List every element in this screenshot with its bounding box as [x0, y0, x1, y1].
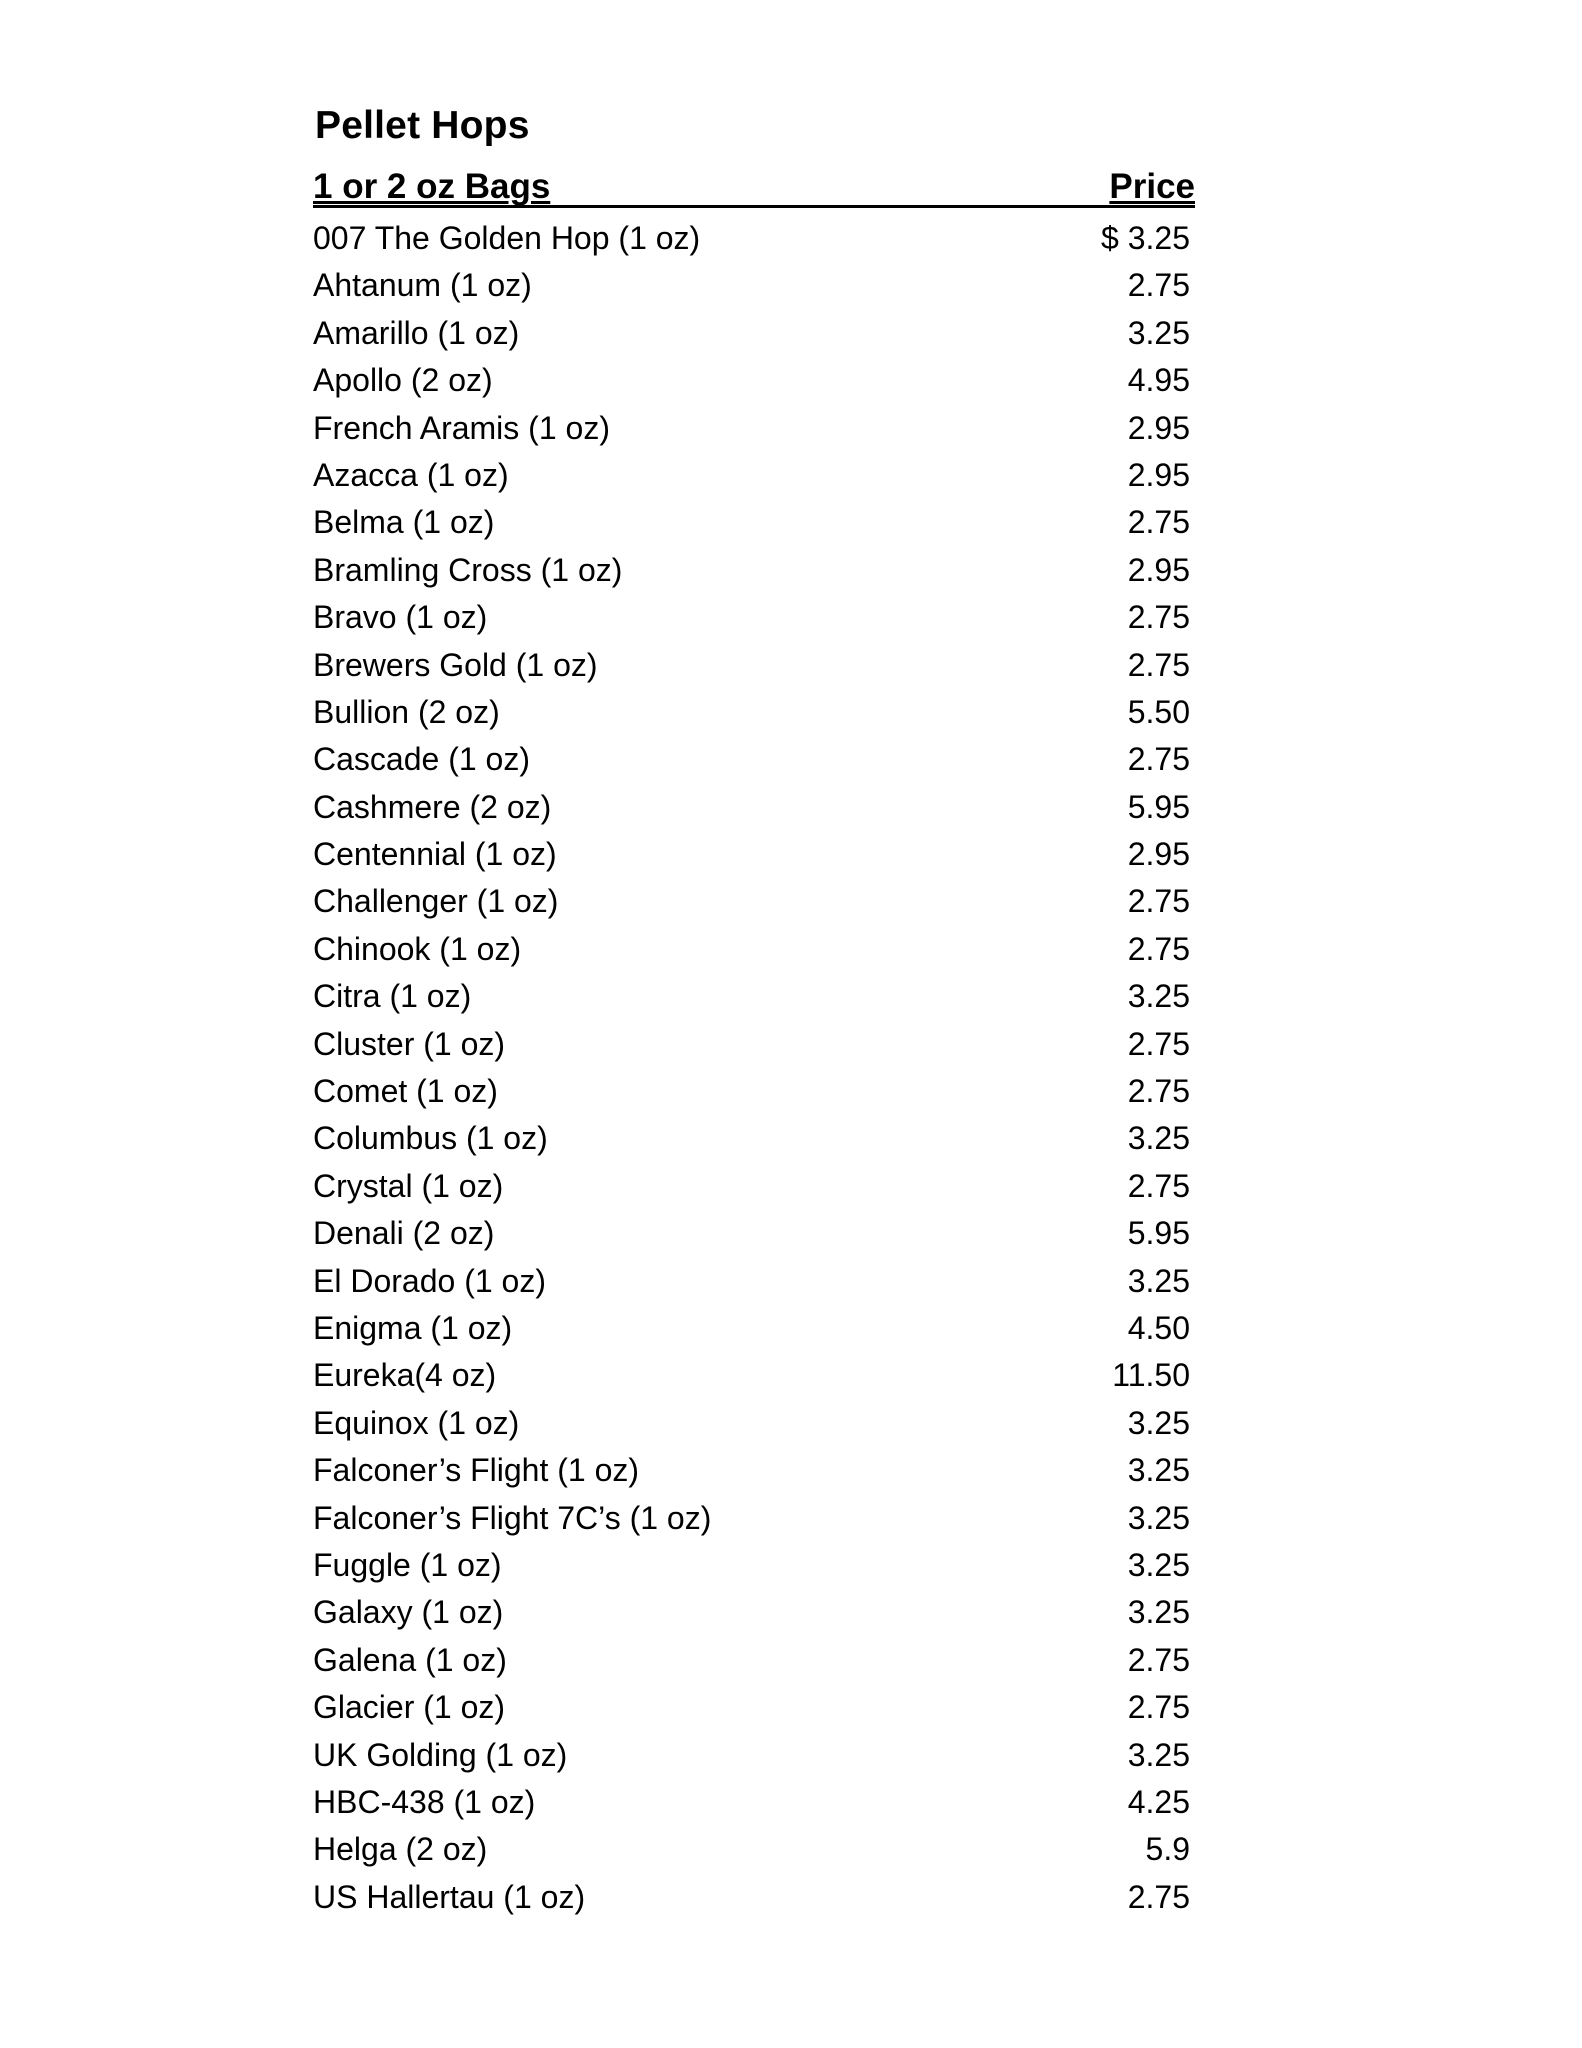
hop-price: 2.75 — [1127, 883, 1190, 920]
table-row — [313, 784, 1195, 831]
table-row — [313, 1495, 1195, 1542]
hop-price: 2.75 — [1127, 1073, 1190, 1110]
table-row — [313, 1115, 1195, 1162]
hop-price: 3.25 — [1127, 1594, 1190, 1631]
hop-price: 2.75 — [1127, 1641, 1190, 1678]
table-row — [313, 831, 1195, 878]
hop-name: Belma (1 oz) — [313, 504, 495, 541]
hop-name: Amarillo (1 oz) — [313, 314, 520, 351]
hop-price: 2.75 — [1127, 1878, 1190, 1915]
price-list-sheet — [313, 96, 1195, 1921]
hop-price: 4.25 — [1127, 1783, 1190, 1820]
hop-name: Eureka(4 oz) — [313, 1357, 497, 1394]
hop-price: 2.75 — [1127, 646, 1190, 683]
hop-price: 2.75 — [1127, 741, 1190, 778]
hop-name: Cascade (1 oz) — [313, 741, 530, 778]
hop-name: Bullion (2 oz) — [313, 693, 500, 730]
hop-price: 3.25 — [1127, 1120, 1190, 1157]
hop-price: 5.50 — [1127, 693, 1190, 730]
hop-price: 2.75 — [1127, 1167, 1190, 1204]
hop-name: Equinox (1 oz) — [313, 1404, 520, 1441]
table-row — [313, 1305, 1195, 1352]
hop-name: US Hallertau (1 oz) — [313, 1878, 586, 1915]
table-row — [313, 1874, 1195, 1921]
table-row — [313, 1400, 1195, 1447]
table-row — [313, 405, 1195, 452]
hop-price: 3.25 — [1127, 1404, 1190, 1441]
hop-name: Cashmere (2 oz) — [313, 788, 552, 825]
hop-name: Galaxy (1 oz) — [313, 1594, 504, 1631]
hop-name: Ahtanum (1 oz) — [313, 267, 532, 304]
table-row — [313, 1068, 1195, 1115]
hop-name: HBC-438 (1 oz) — [313, 1783, 536, 1820]
hop-name: Citra (1 oz) — [313, 978, 472, 1015]
hop-price: 4.95 — [1127, 362, 1190, 399]
hop-price: 2.75 — [1127, 1689, 1190, 1726]
table-row — [313, 926, 1195, 973]
hop-name: 007 The Golden Hop (1 oz) — [313, 220, 701, 256]
hop-price: 2.95 — [1127, 456, 1190, 493]
page-title: Pellet Hops — [315, 104, 530, 147]
hop-name: Apollo (2 oz) — [313, 362, 493, 399]
hop-price: 4.50 — [1127, 1309, 1190, 1346]
hop-name: Comet (1 oz) — [313, 1073, 498, 1110]
hop-price-list — [313, 208, 1195, 1921]
hop-name: French Aramis (1 oz) — [313, 409, 610, 446]
table-row — [313, 499, 1195, 546]
table-row — [313, 1163, 1195, 1210]
hop-name: Chinook (1 oz) — [313, 930, 522, 967]
hop-price: 3.25 — [1127, 1452, 1190, 1489]
hop-name: Columbus (1 oz) — [313, 1120, 548, 1157]
hop-name: Falconer’s Flight 7C’s (1 oz) — [313, 1499, 712, 1536]
hop-name: UK Golding (1 oz) — [313, 1736, 568, 1773]
table-row — [313, 878, 1195, 925]
hop-price: 2.75 — [1127, 930, 1190, 967]
hop-price: 5.9 — [1145, 1831, 1190, 1868]
table-row — [313, 642, 1195, 689]
table-row — [313, 736, 1195, 783]
table-row — [313, 310, 1195, 357]
hop-price: 5.95 — [1127, 1215, 1190, 1252]
table-row — [313, 1826, 1195, 1873]
hop-price: 2.95 — [1127, 409, 1190, 446]
hop-price: 3.25 — [1127, 314, 1190, 351]
column-header-price: Price — [1109, 167, 1195, 206]
hop-price: 3.25 — [1127, 1499, 1190, 1536]
hop-name: Bravo (1 oz) — [313, 599, 488, 636]
hop-price: 2.75 — [1127, 267, 1190, 304]
table-row — [313, 1779, 1195, 1826]
hop-name: Fuggle (1 oz) — [313, 1546, 502, 1583]
hop-price: $ 3.25 — [1101, 220, 1190, 256]
column-header-bags: 1 or 2 oz Bags — [313, 167, 551, 206]
table-row — [313, 594, 1195, 641]
table-row — [313, 1542, 1195, 1589]
table-row — [313, 1637, 1195, 1684]
hop-price: 3.25 — [1127, 978, 1190, 1015]
hop-price: 2.95 — [1127, 551, 1190, 588]
table-row — [313, 1447, 1195, 1494]
table-row — [313, 262, 1195, 309]
hop-price: 3.25 — [1127, 1736, 1190, 1773]
table-row — [313, 1589, 1195, 1636]
hop-name: Galena (1 oz) — [313, 1641, 507, 1678]
hop-price: 2.75 — [1127, 599, 1190, 636]
hop-name: Cluster (1 oz) — [313, 1025, 506, 1062]
table-row — [313, 1352, 1195, 1399]
table-row — [313, 689, 1195, 736]
table-row — [313, 452, 1195, 499]
hop-name: Glacier (1 oz) — [313, 1689, 506, 1726]
hop-price: 2.75 — [1127, 1025, 1190, 1062]
hop-name: Falconer’s Flight (1 oz) — [313, 1452, 640, 1489]
table-row — [313, 215, 1195, 262]
table-row — [313, 1210, 1195, 1257]
hop-name: Challenger (1 oz) — [313, 883, 559, 920]
hop-name: Helga (2 oz) — [313, 1831, 488, 1868]
table-row — [313, 973, 1195, 1020]
hop-price: 11.50 — [1112, 1357, 1190, 1394]
hop-name: Centennial (1 oz) — [313, 836, 557, 873]
table-row — [313, 1258, 1195, 1305]
hop-name: Crystal (1 oz) — [313, 1167, 504, 1204]
hop-price: 2.75 — [1127, 504, 1190, 541]
hop-price: 3.25 — [1127, 1262, 1190, 1299]
table-row — [313, 1684, 1195, 1731]
hop-price: 2.95 — [1127, 836, 1190, 873]
hop-price: 3.25 — [1127, 1546, 1190, 1583]
hop-name: Bramling Cross (1 oz) — [313, 551, 623, 588]
hop-name: Enigma (1 oz) — [313, 1309, 513, 1346]
table-header — [313, 156, 1195, 208]
table-row — [313, 1021, 1195, 1068]
table-row — [313, 357, 1195, 404]
hop-name: Brewers Gold (1 oz) — [313, 646, 598, 683]
table-row — [313, 1732, 1195, 1779]
hop-price: 5.95 — [1127, 788, 1190, 825]
hop-name: Denali (2 oz) — [313, 1215, 495, 1252]
hop-name: El Dorado (1 oz) — [313, 1262, 546, 1299]
table-row — [313, 547, 1195, 594]
hop-name: Azacca (1 oz) — [313, 456, 509, 493]
